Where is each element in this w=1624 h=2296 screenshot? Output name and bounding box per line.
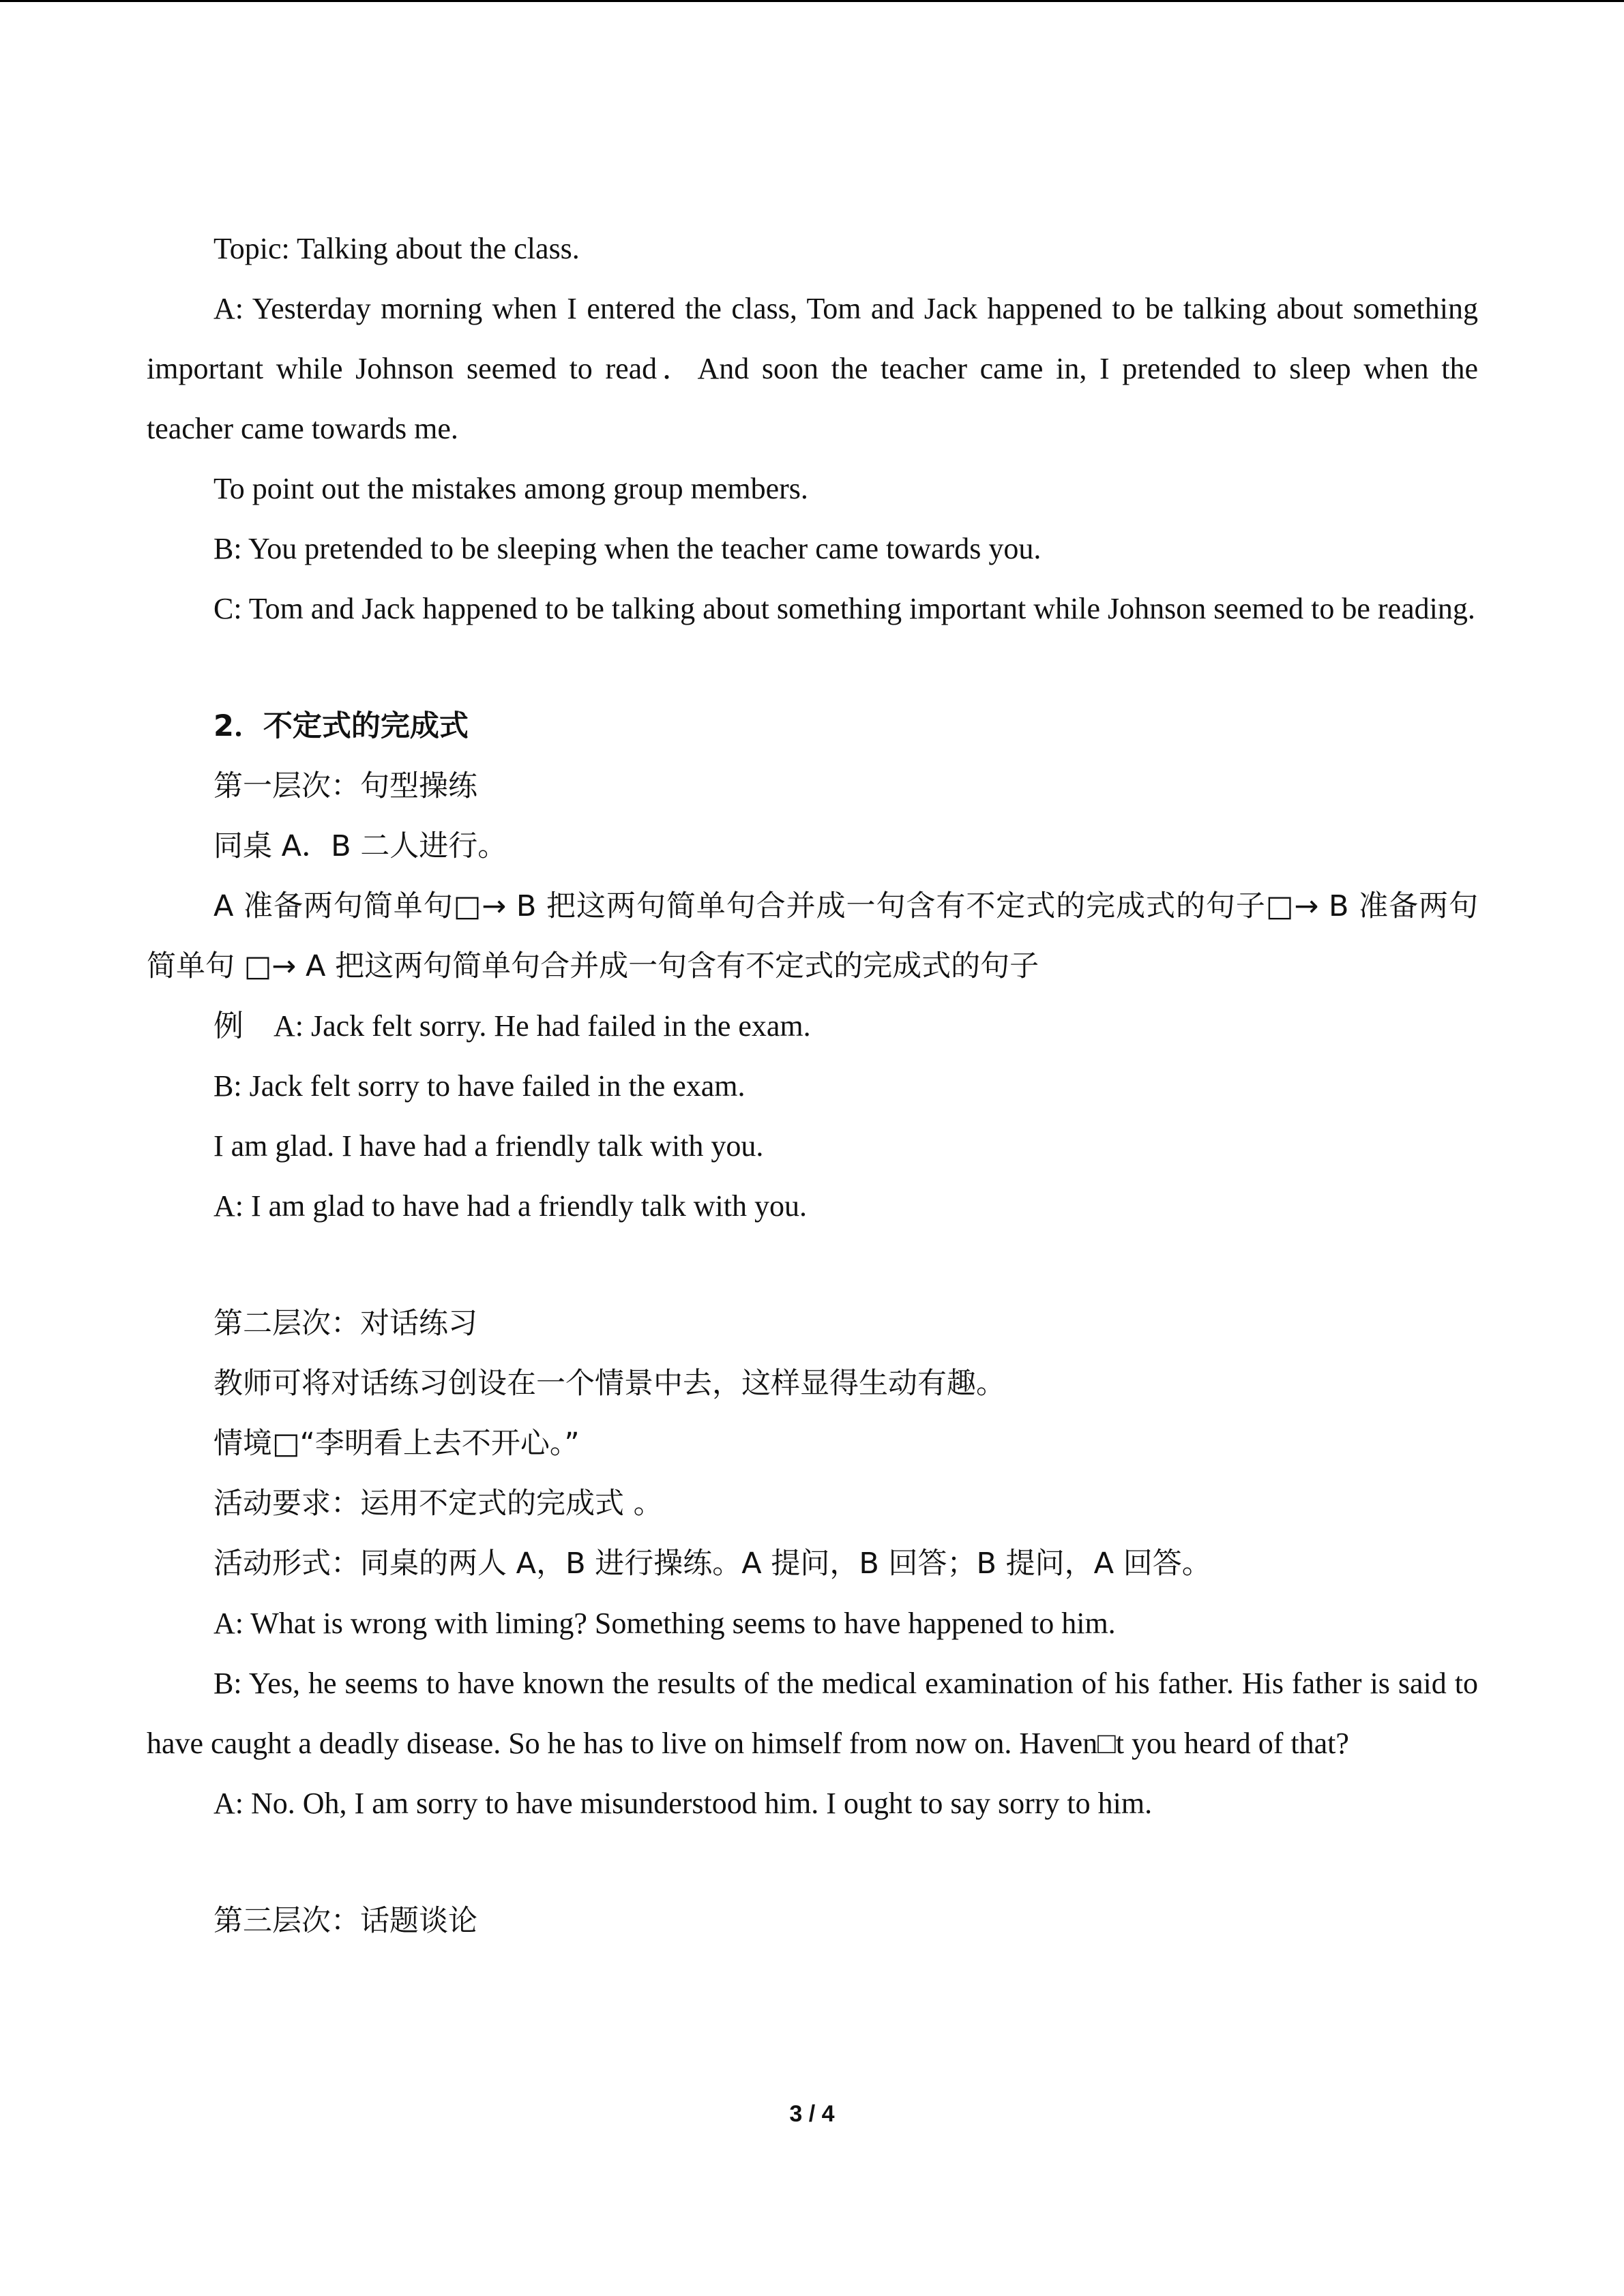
level2-requirement: 活动要求：运用不定式的完成式 。 xyxy=(213,1487,663,1521)
level2-form: 活动形式：同桌的两人 A，B 进行操练。A 提问，B 回答；B 提问，A 回答。 xyxy=(213,1547,1211,1581)
topic-line: Topic: Talking about the class. xyxy=(213,232,580,265)
dialog-a2-line: A: No. Oh, I am sorry to have misunderstood him. I ought to say sorry to him. xyxy=(213,1787,1153,1820)
dialog-b1-paragraph: B: Yes, he seems to have known the results of the medical examination of his father. His father is said to have caught a deadly disease. So he has to live on himself from now on. Haven□t you heard of that? xyxy=(147,1667,1478,1760)
page-content xyxy=(147,219,1478,1951)
spacer xyxy=(147,1834,1478,1891)
level2-title: 第二层次：对话练习 xyxy=(213,1307,477,1341)
example-b-line: B: Jack felt sorry to have failed in the exam. xyxy=(213,1069,745,1103)
dialog-c-paragraph: C: Tom and Jack happened to be talking about something important while Johnson seemed to be reading. xyxy=(213,592,1475,625)
level2-situation: 情境□“李明看上去不开心。” xyxy=(213,1427,580,1461)
dialog-b-line: B: You pretended to be sleeping when the teacher came towards you. xyxy=(213,532,1042,565)
spacer xyxy=(147,639,1478,696)
page-number: 3 / 4 xyxy=(789,2101,835,2127)
example-c-line: I am glad. I have had a friendly talk with you. xyxy=(213,1129,764,1163)
level1-title: 第一层次：句型操练 xyxy=(213,769,477,803)
example-a-line: 例 A: Jack felt sorry. He had failed in the exam. xyxy=(213,1009,811,1043)
instruction-line: To point out the mistakes among group members. xyxy=(213,472,808,505)
section-heading: 2．不定式的完成式 xyxy=(213,709,469,743)
dialog-a1-line: A: What is wrong with liming? Something seems to have happened to him. xyxy=(213,1607,1116,1640)
level2-intro: 教师可将对话练习创设在一个情景中去，这样显得生动有趣。 xyxy=(213,1367,1005,1401)
spacer xyxy=(147,1236,1478,1294)
example-d-line: A: I am glad to have had a friendly talk with you. xyxy=(213,1189,807,1223)
dialog-a-paragraph: A: Yesterday morning when I entered the class, Tom and Jack happened to be talking about something important while Johnson seemed to read．And soon the teacher came in, I pretended to sleep when the teacher came towards me. xyxy=(147,292,1478,445)
level3-title: 第三层次：话题谈论 xyxy=(213,1904,477,1938)
level1-procedure: A 准备两句简单句□→ B 把这两句简单句合并成一句含有不定式的完成式的句子□→ B 准备两句简单句 □→ A 把这两句简单句合并成一句含有不定式的完成式的句子 xyxy=(147,889,1478,983)
level1-intro: 同桌 A．B 二人进行。 xyxy=(213,829,507,863)
